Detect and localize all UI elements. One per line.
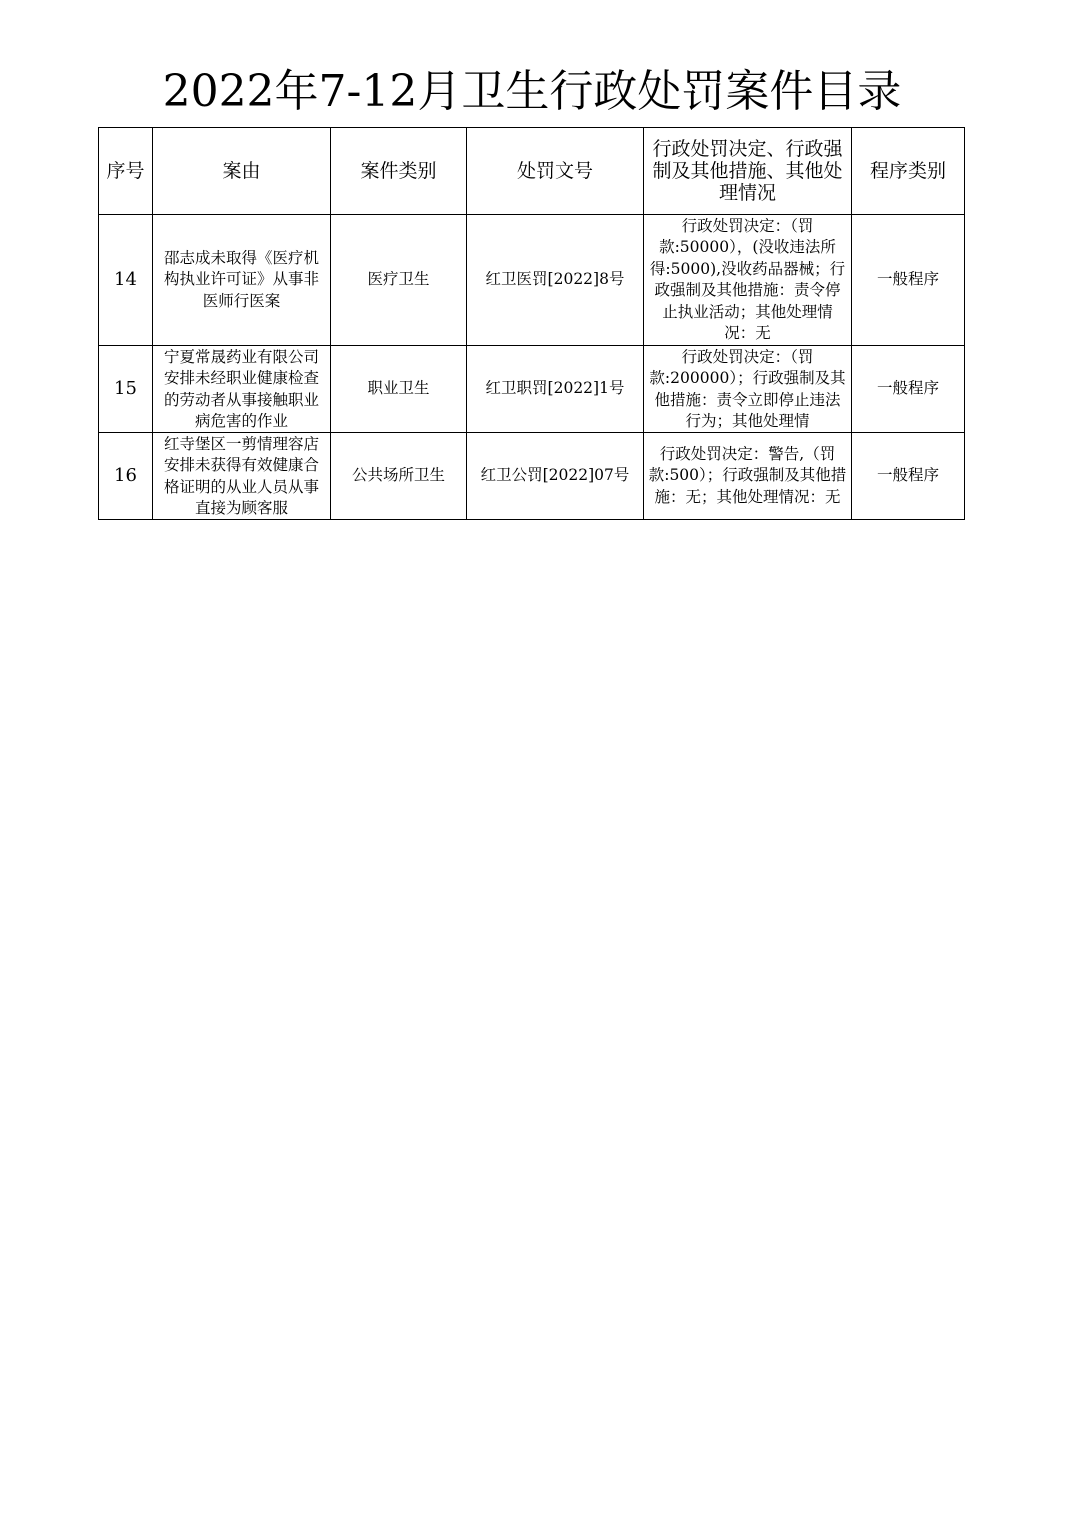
cell-cause [153, 433, 331, 520]
decision-text: 行政处罚决定：（罚款:200000）；行政强制及其他措施：责令立即停止违法行为；其他处理情 [649, 347, 846, 430]
page-title: 2022年7-12月卫生行政处罚案件目录 [162, 66, 902, 117]
cause-text: 红寺堡区一剪情理容店安排未获得有效健康合格证明的从业人员从事直接为顾客服 [163, 434, 319, 517]
cell-cause [153, 215, 331, 346]
cell-seq: 15 [99, 346, 153, 433]
header-seq: 序号 [99, 128, 153, 215]
cell-procedure: 一般程序 [852, 346, 965, 433]
cell-decision [644, 346, 852, 433]
cell-category: 医疗卫生 [331, 215, 467, 346]
header-procedure: 程序类别 [852, 128, 965, 215]
cell-procedure: 一般程序 [852, 433, 965, 520]
cell-decision [644, 215, 852, 346]
cell-doc-no: 红卫公罚[2022]07号 [467, 433, 644, 520]
cell-category: 公共场所卫生 [331, 433, 467, 520]
header-category: 案件类别 [331, 128, 467, 215]
cause-text: 宁夏常晟药业有限公司安排未经职业健康检查的劳动者从事接触职业病危害的作业 [163, 347, 319, 430]
cell-seq: 16 [99, 433, 153, 520]
cell-category: 职业卫生 [331, 346, 467, 433]
cell-procedure: 一般程序 [852, 215, 965, 346]
cell-doc-no: 红卫医罚[2022]8号 [467, 215, 644, 346]
cell-cause [153, 346, 331, 433]
case-table [98, 127, 965, 520]
header-cause: 案由 [153, 128, 331, 215]
header-decision: 行政处罚决定、行政强制及其他措施、其他处理情况 [644, 128, 852, 215]
cell-decision [644, 433, 852, 520]
table-row [99, 346, 965, 433]
table-header-row [99, 128, 965, 215]
cell-doc-no: 红卫职罚[2022]1号 [467, 346, 644, 433]
table-row [99, 433, 965, 520]
header-doc-no: 处罚文号 [467, 128, 644, 215]
decision-text: 行政处罚决定：（罚款:50000），(没收违法所得:5000),没收药品器械；行政强制及其他措施：责令停止执业活动；其他处理情况：无 [649, 216, 846, 342]
table-row [99, 215, 965, 346]
cell-seq: 14 [99, 215, 153, 346]
cause-text: 邵志成未取得《医疗机构执业许可证》从事非医师行医案 [163, 248, 319, 310]
decision-text: 行政处罚决定：警告,（罚款:500）；行政强制及其他措施：无；其他处理情况：无 [648, 444, 847, 506]
